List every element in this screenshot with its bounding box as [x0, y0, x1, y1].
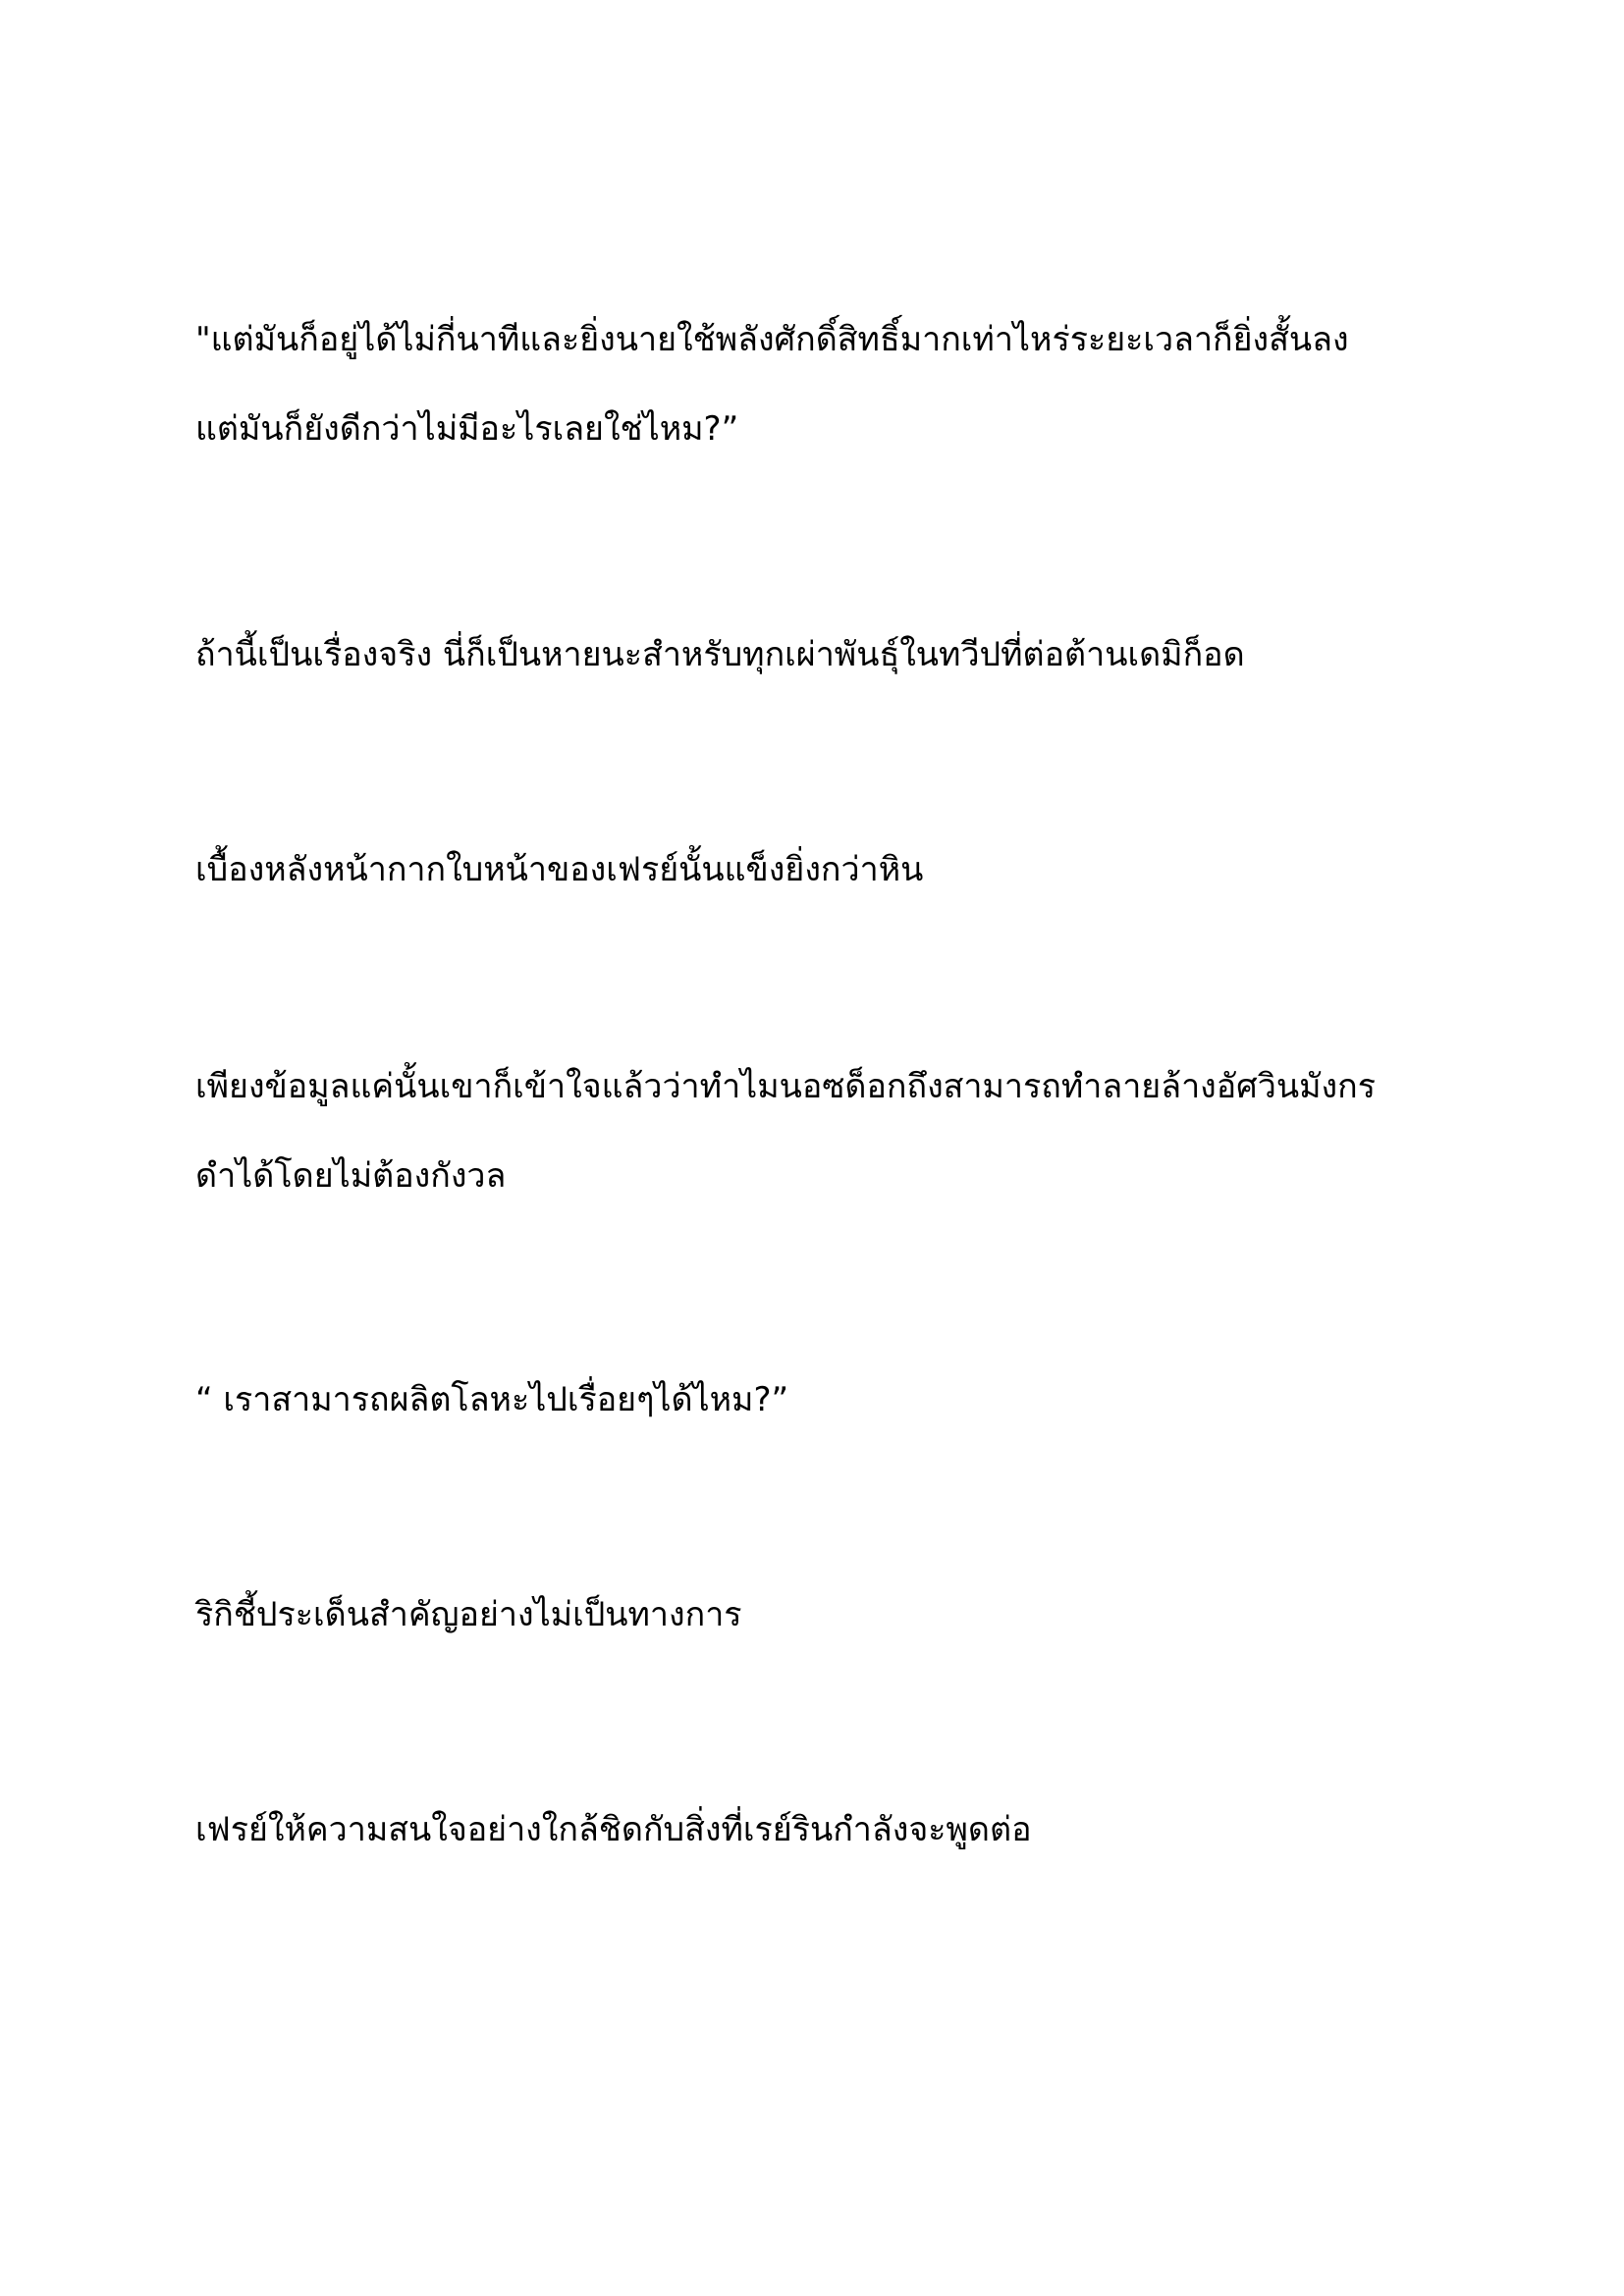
paragraph-2: [195, 611, 1472, 700]
paragraph-5-line-1: “ เราสามารถผลิตโลหะไปเรื่อยๆได้ไหม?”: [195, 1380, 789, 1419]
paragraph-1: [195, 295, 1472, 474]
paragraph-4-line-2: ดำได้โดยไม่ต้องกังวล: [195, 1156, 507, 1196]
paragraph-3: [195, 826, 1472, 915]
paragraph-4: [195, 1042, 1472, 1221]
paragraph-6-line-1: ริกิชี้ประเด็นสำคัญอย่างไม่เป็นทางการ: [195, 1595, 742, 1634]
paragraph-1-line-2: แต่มันก็ยังดีกว่าไม่มีอะไรเลยใช่ไหม?”: [195, 409, 739, 449]
paragraph-1-line-1: "แต่มันก็อยู่ได้ไม่กี่นาทีและยิ่งนายใช้พลังศักดิ์สิทธิ์มากเท่าไหร่ระยะเวลาก็ยิ่งสั้นลง: [195, 320, 1349, 359]
paragraph-2-line-1: ถ้านี้เป็นเรื่องจริง นี่ก็เป็นหายนะสำหรับทุกเผ่าพันธุ์ในทวีปที่ต่อต้านเดมิก็อด: [195, 635, 1245, 674]
paragraph-4-line-1: เพียงข้อมูลแค่นั้นเขาก็เข้าใจแล้วว่าทำไมนอซด็อกถึงสามารถทำลายล้างอัศวินมังกร: [195, 1067, 1376, 1106]
paragraph-5: [195, 1356, 1472, 1445]
paragraph-7: [195, 1786, 1472, 1875]
paragraph-6: [195, 1571, 1472, 1660]
paragraph-3-line-1: เบื้องหลังหน้ากากใบหน้าของเฟรย์นั้นแข็งยิ่งกว่าหิน: [195, 850, 924, 889]
paragraph-7-line-1: เฟรย์ให้ความสนใจอย่างใกล้ชิดกับสิ่งที่เรย์รินกำลังจะพูดต่อ: [195, 1810, 1032, 1849]
